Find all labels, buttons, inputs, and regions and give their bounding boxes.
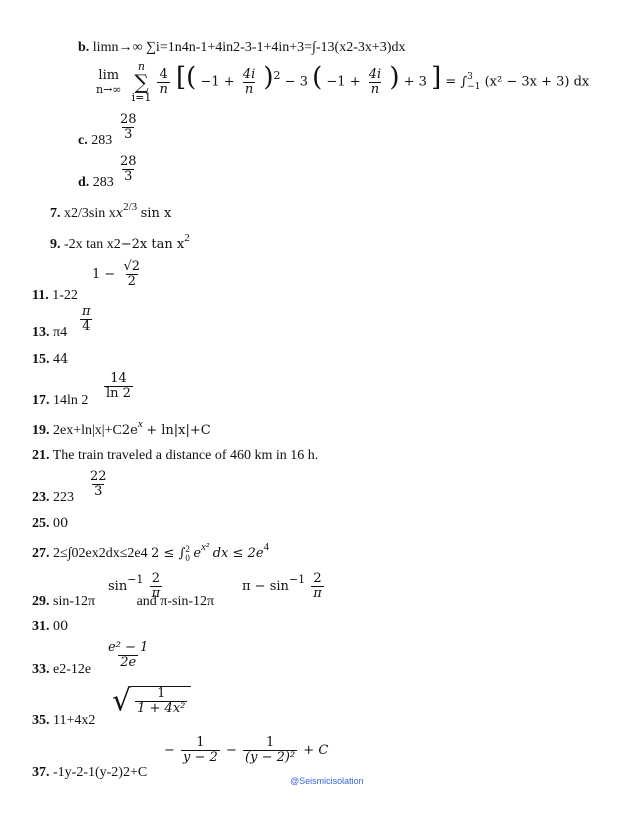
problem-13-text: π4 (53, 325, 68, 340)
problem-27-math-c: dx ≤ 2e (212, 546, 264, 562)
lim-subscript: n→∞ (96, 83, 122, 96)
problem-27-int-limits: 2 0 (185, 544, 190, 563)
problem-17-math (102, 372, 135, 401)
problem-35 (32, 713, 95, 729)
problem-9-number: 9. (50, 237, 61, 252)
problem-37-math (164, 736, 328, 765)
problem-7-math: x (115, 206, 124, 221)
sum-upper: n (137, 60, 146, 73)
paren-close-1: ) (263, 62, 274, 93)
problem-23-text: 223 (53, 490, 74, 505)
problem-35-math (112, 683, 191, 719)
problem-37-neg: − (164, 743, 175, 758)
problem-13-frac: $\frac{\pi}{4}$ (82, 304, 91, 334)
problem-9-sup: 2 (184, 232, 190, 244)
problem-29 (32, 594, 214, 610)
frac-4i-over-n-2: $\frac{4i}{n}$ (368, 66, 382, 97)
problem-27-math-a: 2 ≤ ∫ (151, 546, 186, 562)
problem-25 (32, 516, 68, 532)
item-c-line (78, 133, 112, 149)
problem-29-text: sin-12π (53, 594, 96, 609)
sqrt-symbol: √ (112, 683, 132, 719)
problem-17 (32, 393, 88, 409)
sigma-symbol: ∑ (134, 70, 149, 94)
item-c-math (116, 113, 141, 142)
frac-28-3-d: $\frac{28}{3}$ (120, 154, 137, 184)
problem-11-one-minus: 1 − (92, 267, 116, 282)
problem-7-number: 7. (50, 206, 61, 221)
problem-15 (32, 352, 68, 368)
problem-23 (32, 490, 74, 506)
problem-37 (32, 765, 147, 781)
problem-15-math: 4 (60, 352, 69, 367)
problem-33-text: e2-12e (53, 662, 92, 677)
problem-37-plus-c: + C (303, 743, 329, 758)
frac-28-3-c: $\frac{28}{3}$ (120, 112, 137, 142)
problem-33-number: 33. (32, 662, 50, 677)
problem-33-math (104, 641, 152, 670)
item-c-number: c. (78, 133, 88, 148)
problem-29-text-2: π-sin-12π (160, 594, 215, 609)
problem-11 (32, 288, 78, 304)
problem-37-frac-1: $\frac{1}{y - 2}$ (183, 735, 218, 765)
problem-21 (32, 448, 318, 464)
problem-19-number: 19. (32, 423, 50, 438)
paren-close-2: ) (389, 62, 400, 93)
neg-one-plus-1: −1 + (200, 74, 235, 90)
problem-11-number: 11. (32, 288, 49, 303)
item-d-math (116, 155, 141, 184)
problem-35-text: 11+4x2 (53, 713, 96, 728)
problem-11-frac: $\frac{√2}{2}$ (123, 259, 140, 289)
problem-9-math: −2x tan x (120, 237, 185, 252)
problem-19-text: 2ex+ln|x|+C (53, 423, 122, 438)
limit-block (96, 68, 121, 96)
frac-4i-over-n-1: $\frac{4i}{n}$ (242, 66, 256, 97)
item-b-math (96, 60, 589, 102)
problem-13-math (78, 305, 95, 334)
problem-11-math (92, 260, 144, 289)
watermark-text: @Seismicisolation (290, 776, 364, 786)
problem-25-math: 0 (60, 516, 69, 531)
item-d-line (78, 175, 114, 191)
problem-25-text: 0 (53, 516, 60, 531)
problem-17-text: 14ln 2 (53, 393, 89, 408)
square-exponent: 2 (273, 68, 281, 82)
problem-25-number: 25. (32, 516, 50, 531)
minus-three: − 3 (284, 74, 308, 90)
problem-27-math-b-sup: x² (201, 541, 210, 554)
problem-19-sup: x (137, 418, 143, 430)
problem-23-number: 23. (32, 490, 50, 505)
problem-27-text: 2≤∫02ex2dx≤2e4 (53, 546, 148, 562)
problem-31-number: 31. (32, 619, 50, 634)
problem-37-frac-2: $\frac{1}{\text{(y − 2)²}}$ (245, 735, 296, 765)
item-b-line (78, 40, 405, 56)
sqrt-body (131, 686, 191, 716)
problem-29-number: 29. (32, 594, 50, 609)
problem-27-math-c-sup: 4 (263, 541, 270, 554)
neg-one-plus-2: −1 + (326, 74, 361, 90)
frac-4-over-n: $\frac{4}{n}$ (159, 66, 168, 97)
item-b-number: b. (78, 40, 90, 55)
problem-29-sup-2: −1 (288, 573, 306, 586)
problem-19-math-tail: + ln|x|+C (146, 423, 211, 438)
problem-29-sup-1: −1 (127, 573, 144, 586)
problem-19-math: 2e (121, 423, 138, 438)
problem-23-math (86, 470, 111, 499)
item-d-text: 283 (92, 175, 114, 190)
problem-35-number: 35. (32, 713, 50, 728)
problem-27 (32, 541, 270, 563)
problem-9-text: -2x tan x2 (64, 237, 121, 252)
problem-27-number: 27. (32, 546, 50, 562)
bracket-close: ] (431, 62, 442, 93)
problem-33-frac: $\frac{\text{e² − 1}}{2e}$ (108, 640, 149, 670)
problem-23-frac: $\frac{22}{3}$ (90, 469, 107, 499)
problem-17-number: 17. (32, 393, 50, 408)
problem-11-text: 1-22 (52, 288, 78, 303)
lim-label: lim (98, 68, 120, 83)
equals-integral: = ∫ (445, 74, 468, 90)
problem-31-text: 0 (53, 619, 60, 634)
sum-lower: i=1 (131, 91, 152, 104)
problem-29-math-2 (242, 572, 326, 601)
problem-15-text: 4 (53, 352, 60, 367)
plus-three: + 3 (403, 74, 427, 90)
item-c-text: 283 (91, 133, 113, 148)
paren-open-1: ( (186, 62, 197, 93)
problem-13 (32, 325, 67, 341)
problem-31-math: 0 (60, 619, 69, 634)
item-b-text: limn→∞ ∑i=1n4n-1+4in2-3-1+4in+3=∫-13(x2-3x+3)dx (92, 40, 406, 55)
problem-29-and: and (136, 594, 157, 609)
problem-21-text: The train traveled a distance of 460 km in 16 h. (52, 448, 319, 463)
problem-37-minus: − (225, 743, 237, 758)
problem-27-math-b: e (193, 546, 202, 562)
problem-21-number: 21. (32, 448, 50, 463)
bracket-open: [ (176, 62, 187, 93)
problem-17-frac: $\frac{14}{\ln 2}$ (106, 371, 131, 401)
sum-block (132, 60, 152, 104)
paren-open-2: ( (312, 62, 323, 93)
item-d-number: d. (78, 175, 90, 190)
integral-limits: 3 −1 (467, 72, 481, 92)
problem-19 (32, 418, 211, 439)
problem-37-text: -1y-2-1(y-2)2+C (53, 765, 148, 780)
problem-7-math-tail: sin x (140, 206, 172, 221)
integrand: (x² − 3x + 3) dx (484, 74, 590, 90)
problem-33 (32, 662, 91, 678)
problem-7-text: x2/3sin x (64, 206, 116, 221)
problem-29-frac-2: $\frac{2}{\pi}$ (313, 571, 322, 601)
problem-9 (50, 232, 190, 253)
problem-15-number: 15. (32, 352, 50, 367)
problem-31 (32, 619, 68, 635)
problem-29-sin: sin (108, 579, 128, 594)
problem-7 (50, 201, 172, 222)
problem-37-number: 37. (32, 765, 50, 780)
problem-35-frac: $\frac{1}{\text{1 + 4x²}}$ (137, 686, 186, 716)
problem-13-number: 13. (32, 325, 50, 340)
problem-7-sup: 2/3 (123, 201, 138, 213)
problem-29-pi-minus-sin: π − sin (242, 579, 289, 594)
problem-29-frac-1: $\frac{2}{\pi}$ (151, 571, 161, 601)
